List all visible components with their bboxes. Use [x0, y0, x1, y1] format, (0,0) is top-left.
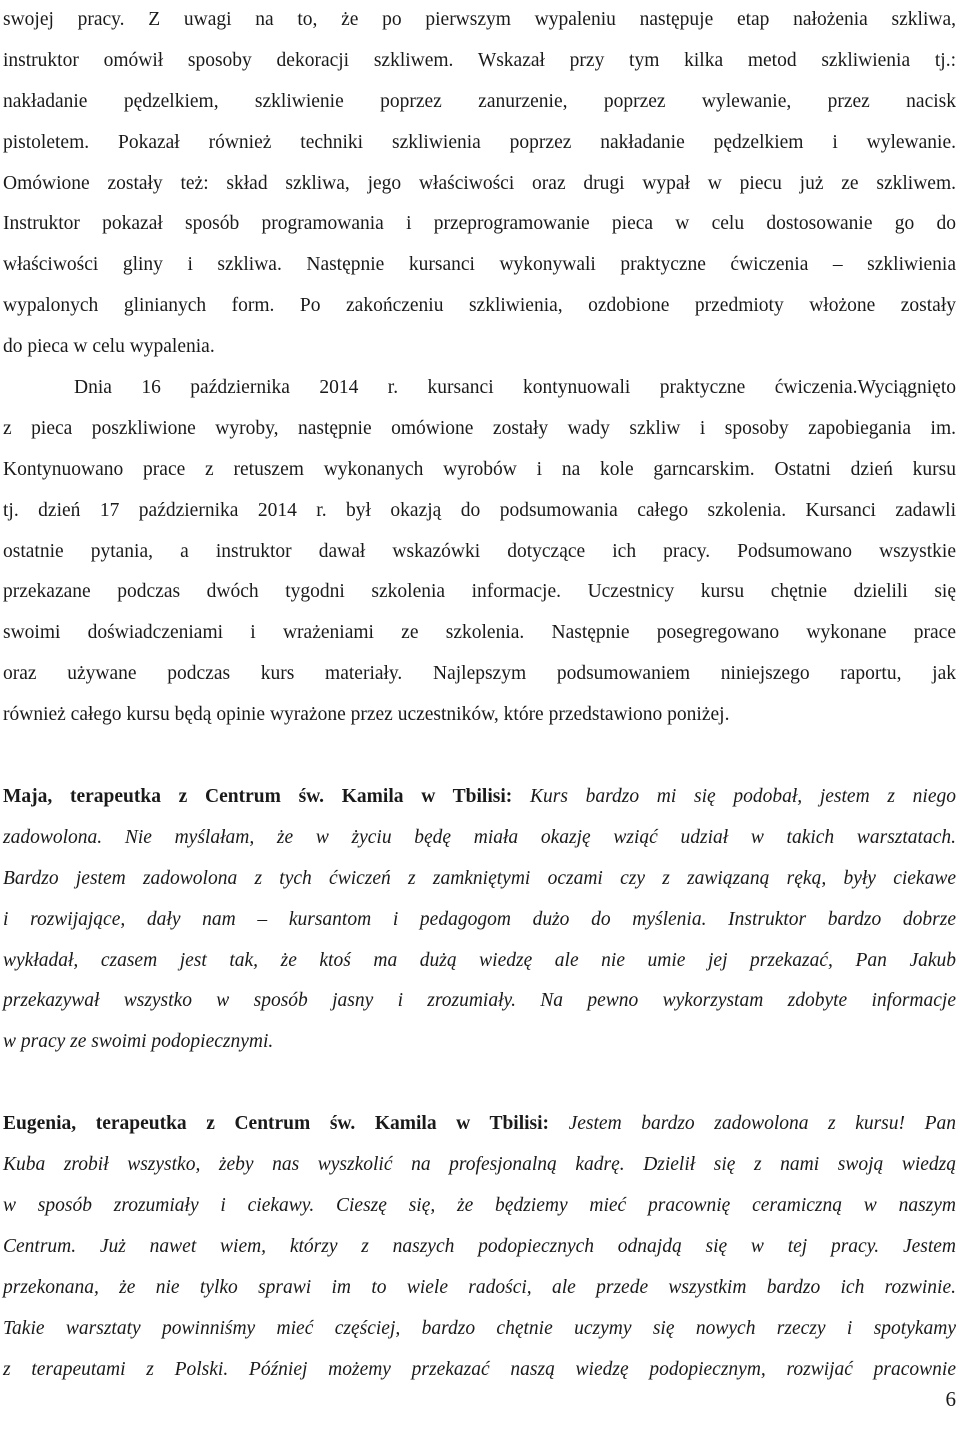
body-line: oraz używane podczas kurs materiały. Najlepszym podsumowaniem niniejszego raportu, jak: [3, 663, 956, 685]
testimonial-line: w sposób zrozumiały i ciekawy. Cieszę się, że będziemy mieć pracownię ceramiczną w naszym: [3, 1195, 956, 1217]
page-number: 6: [945, 1387, 956, 1411]
body-line: z pieca poszkliwione wyroby, następnie omówione zostały wady szkliw i sposoby zapobiegania im.: [3, 417, 956, 439]
testimonial-first-line: [3, 1104, 956, 1145]
body-line: tj. dzień 17 października 2014 r. był okazją do podsumowania całego szkolenia. Kursanci zadawli: [3, 499, 956, 521]
testimonial-line: i rozwijające, dały nam – kursantom i pedagogom dużo do myślenia. Instruktor bardzo dobrze: [3, 908, 956, 930]
testimonial-line: Bardzo jestem zadowolona z tych ćwiczeń z zamkniętymi oczami czy z zawiązaną ręką, były ciekawe: [3, 867, 956, 889]
testimonial-line: przekonana, że nie tylko sprawi im to wiele radości, ale przede wszystkim bardzo ich rozwinie.: [3, 1276, 956, 1298]
body-line: przekazane podczas dwóch tygodni szkolenia informacje. Uczestnicy kursu chętnie dzielili się: [3, 581, 956, 603]
testimonial-first-line: [3, 777, 956, 818]
body-line: swoimi doświadczeniami i wrażeniami ze szkolenia. Następnie posegregowano wykonane prace: [3, 622, 956, 644]
body-line: właściwości gliny i szkliwa. Następnie kursanci wykonywali praktyczne ćwiczenia – szkliwienia: [3, 254, 956, 276]
testimonial-text: Jestem bardzo zadowolona z kursu! Pan: [568, 1113, 956, 1135]
report-body: [3, 0, 956, 736]
body-line: Omówione zostały też: skład szkliwa, jego właściwości oraz drugi wypał w piecu już ze szkliwem.: [3, 172, 956, 194]
body-line: instruktor omówił sposoby dekoracji szkliwem. Wskazał przy tym kilka metod szkliwienia tj.:: [3, 49, 956, 71]
body-line: do pieca w celu wypalenia.: [3, 336, 215, 358]
body-line: nakładanie pędzelkiem, szkliwienie poprzez zanurzenie, poprzez wylewanie, przez nacisk: [3, 90, 956, 112]
testimonial-line: Kuba zrobił wszystko, żeby nas wyszkolić na profesjonalną kadrę. Dzielił się z nami swoją wiedzą: [3, 1154, 956, 1176]
testimonial-maja: [3, 777, 956, 1063]
body-line: ostatnie pytania, a instruktor dawał wskazówki dotyczące ich pracy. Podsumowano wszystkie: [3, 540, 956, 562]
testimonial-speaker: Eugenia, terapeutka z Centrum św. Kamila w Tbilisi:: [3, 1113, 550, 1135]
testimonial-eugenia: [3, 1104, 956, 1390]
testimonial-text: Kurs bardzo mi się podobał, jestem z niego: [529, 786, 956, 808]
testimonial-line: wykładał, czasem jest tak, że ktoś ma dużą wiedzę ale nie umie jej przekazać, Pan Jakub: [3, 949, 956, 971]
document-page: [3, 0, 956, 1391]
body-line: wypalonych glinianych form. Po zakończeniu szkliwienia, ozdobione przedmioty włożone zostały: [3, 295, 956, 317]
body-line: Instruktor pokazał sposób programowania i przeprogramowanie pieca w celu dostosowanie go do: [3, 213, 956, 235]
testimonial-speaker: Maja, terapeutka z Centrum św. Kamila w Tbilisi:: [3, 786, 513, 808]
testimonial-line: Takie warsztaty powinniśmy mieć częściej, bardzo chętnie uczymy się nowych rzeczy i spotykamy: [3, 1317, 956, 1339]
body-line: Kontynuowano prace z retuszem wykonanych wyrobów i na kole garncarskim. Ostatni dzień kursu: [3, 458, 956, 480]
paragraph-gap: [3, 1063, 956, 1104]
body-line: również całego kursu będą opinie wyrażone przez uczestników, które przedstawiono poniżej.: [3, 704, 730, 726]
testimonial-line: przekazywał wszystko w sposób jasny i zrozumiały. Na pewno wykorzystam zdobyte informacje: [3, 990, 956, 1012]
testimonial-line: zadowolona. Nie myślałam, że w życiu będę miała okazję wziąć udział w takich warsztatach.: [3, 826, 956, 848]
testimonial-line: w pracy ze swoimi podopiecznymi.: [3, 1031, 274, 1053]
testimonial-line: Centrum. Już nawet wiem, którzy z naszych podopiecznych odnajdą się w tej pracy. Jestem: [3, 1235, 956, 1257]
body-line: swojej pracy. Z uwagi na to, że po pierwszym wypaleniu następuje etap nałożenia szkliwa,: [3, 9, 956, 30]
body-line: pistoletem. Pokazał również techniki szkliwienia poprzez nakładanie pędzelkiem i wylewanie.: [3, 131, 956, 153]
paragraph-gap: [3, 736, 956, 777]
testimonial-line: z terapeutami z Polski. Później możemy przekazać naszą wiedzę podopiecznym, rozwijać pracownie: [3, 1358, 956, 1380]
body-line: Dnia 16 października 2014 r. kursanci kontynuowali praktyczne ćwiczenia.Wyciągnięto: [74, 377, 956, 399]
